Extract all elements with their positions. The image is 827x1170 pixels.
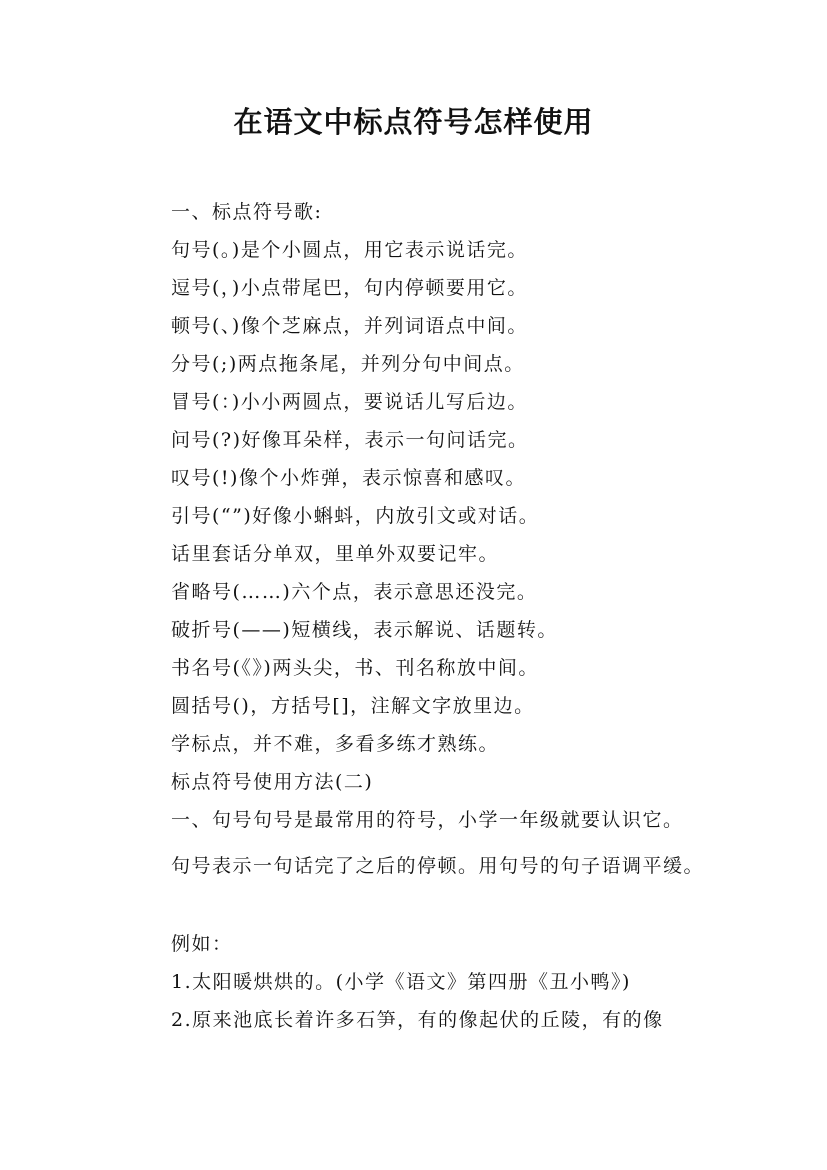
text-line: 学标点，并不难，多看多练才熟练。 [171,733,500,755]
example-line: 1.太阳暖烘烘的。(小学《语文》第四册《丑小鸭》) [171,971,631,993]
paragraph: 句号表示一句话完了之后的停顿。用句号的句子语调平缓。 [171,855,705,877]
text-line: 省略号(……)六个点，表示意思还没完。 [171,581,538,603]
text-line: 冒号(：)小小两圆点，要说话儿写后边。 [171,391,528,413]
text-line: 问号(?)好像耳朵样，表示一句问话完。 [171,429,529,451]
section-heading: 标点符号使用方法(二) [171,771,374,793]
text-line: 句号(。)是个小圆点，用它表示说话完。 [171,239,528,261]
text-line: 例如： [171,933,233,955]
text-line: 顿号(、)像个芝麻点，并列词语点中间。 [171,315,528,337]
text-line: 书名号(《》)两头尖，书、刊名称放中间。 [171,657,539,679]
text-line: 一、句号句号是最常用的符号，小学一年级就要认识它。 [171,809,684,831]
text-line: 叹号(!)像个小炸弹，表示惊喜和感叹。 [171,467,526,489]
example-line: 2.原来池底长着许多石笋，有的像起伏的丘陵，有的像 [171,1009,664,1031]
text-line: 破折号(——)短横线，表示解说、话题转。 [171,619,558,641]
text-line: 逗号(，)小点带尾巴，句内停顿要用它。 [171,277,528,299]
text-line: 圆括号()，方括号[]，注解文字放里边。 [171,695,535,717]
document-title: 在语文中标点符号怎样使用 [233,105,594,139]
text-line: 分号(;)两点拖条尾，并列分句中间点。 [171,353,525,375]
text-line: 引号(“”)好像小蝌蚪，内放引文或对话。 [171,505,540,527]
text-line: 话里套话分单双，里单外双要记牢。 [171,543,500,565]
text-line: 一、标点符号歌: [171,201,323,223]
